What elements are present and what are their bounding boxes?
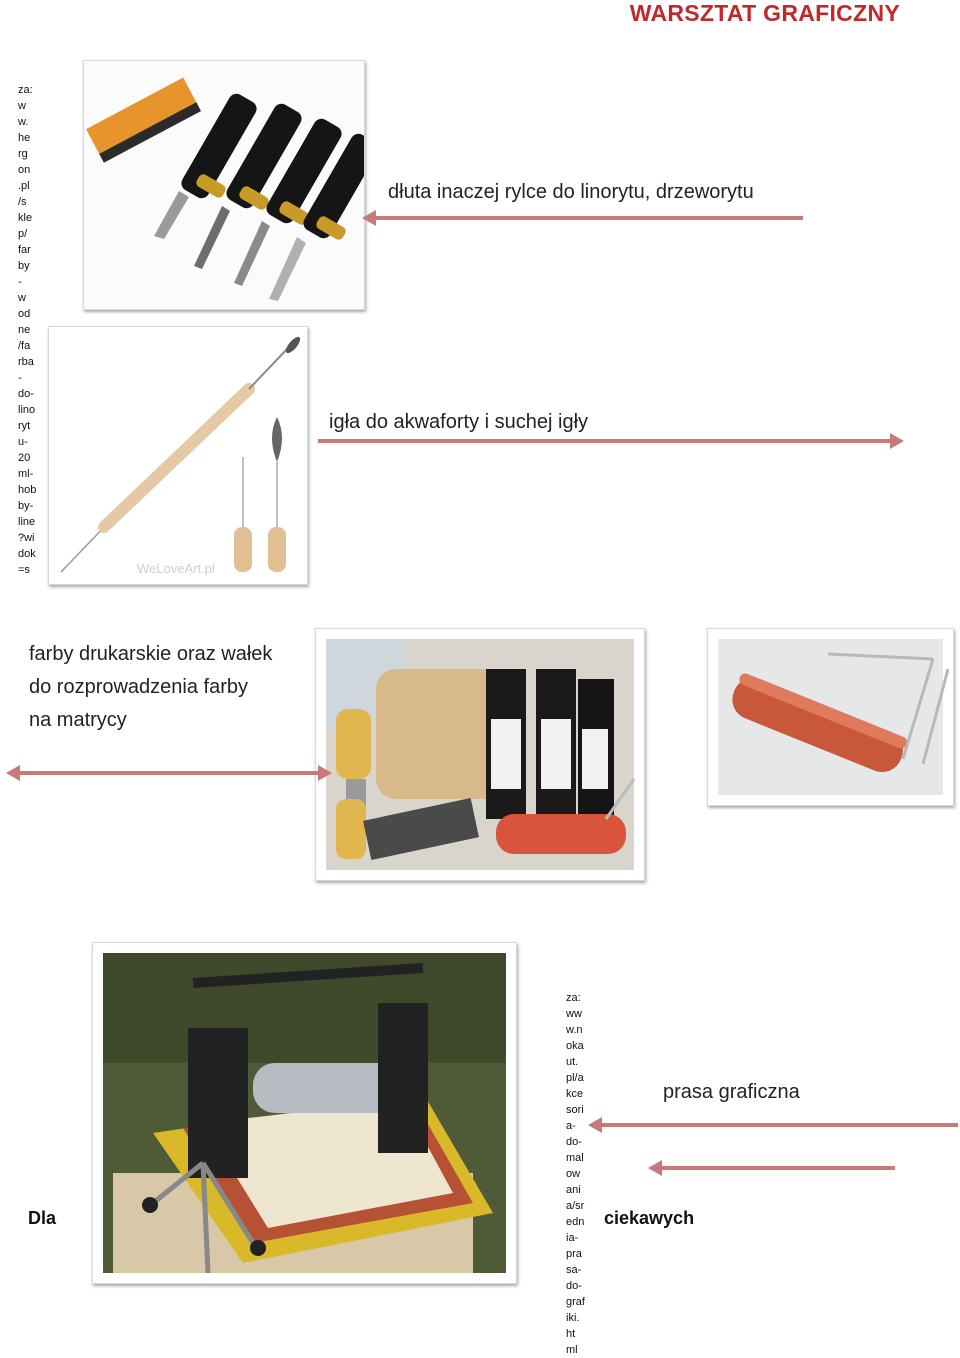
footer-word-left: Dla bbox=[28, 1208, 57, 1228]
source-url-right: za: ww w.n oka ut. pl/a kce sori a- do- mal ow ani a/sr edn ia- pra sa- do- graf iki. ht ml bbox=[566, 992, 585, 1356]
arrow-press-lower bbox=[648, 1160, 895, 1176]
caption-needle: igła do akwaforty i suchej igły bbox=[329, 411, 589, 433]
arrow-chisels bbox=[362, 210, 803, 226]
arrow-needle bbox=[318, 433, 904, 449]
caption-inks-line: do rozprowadzenia farby bbox=[29, 676, 249, 698]
caption-inks-line: farby drukarskie oraz wałek bbox=[29, 643, 273, 665]
watermark: WeLoveArt.pl bbox=[137, 561, 215, 576]
arrow-inks bbox=[6, 765, 332, 781]
page-title: WARSZTAT GRAFICZNY bbox=[629, 0, 900, 26]
caption-press: prasa graficzna bbox=[663, 1081, 800, 1103]
source-url-left: za: w w. he rg on .pl /s kle p/ far by - w od ne /fa rba - do- lino ryt u- 20 ml- hob by- line ?wi dok =s bbox=[18, 84, 37, 576]
arrow-press-upper bbox=[588, 1117, 958, 1133]
caption-chisels: dłuta inaczej rylce do linorytu, drzeworytu bbox=[388, 181, 754, 203]
caption-inks-line: na matrycy bbox=[29, 709, 127, 731]
footer-word-right: ciekawych bbox=[604, 1208, 695, 1228]
